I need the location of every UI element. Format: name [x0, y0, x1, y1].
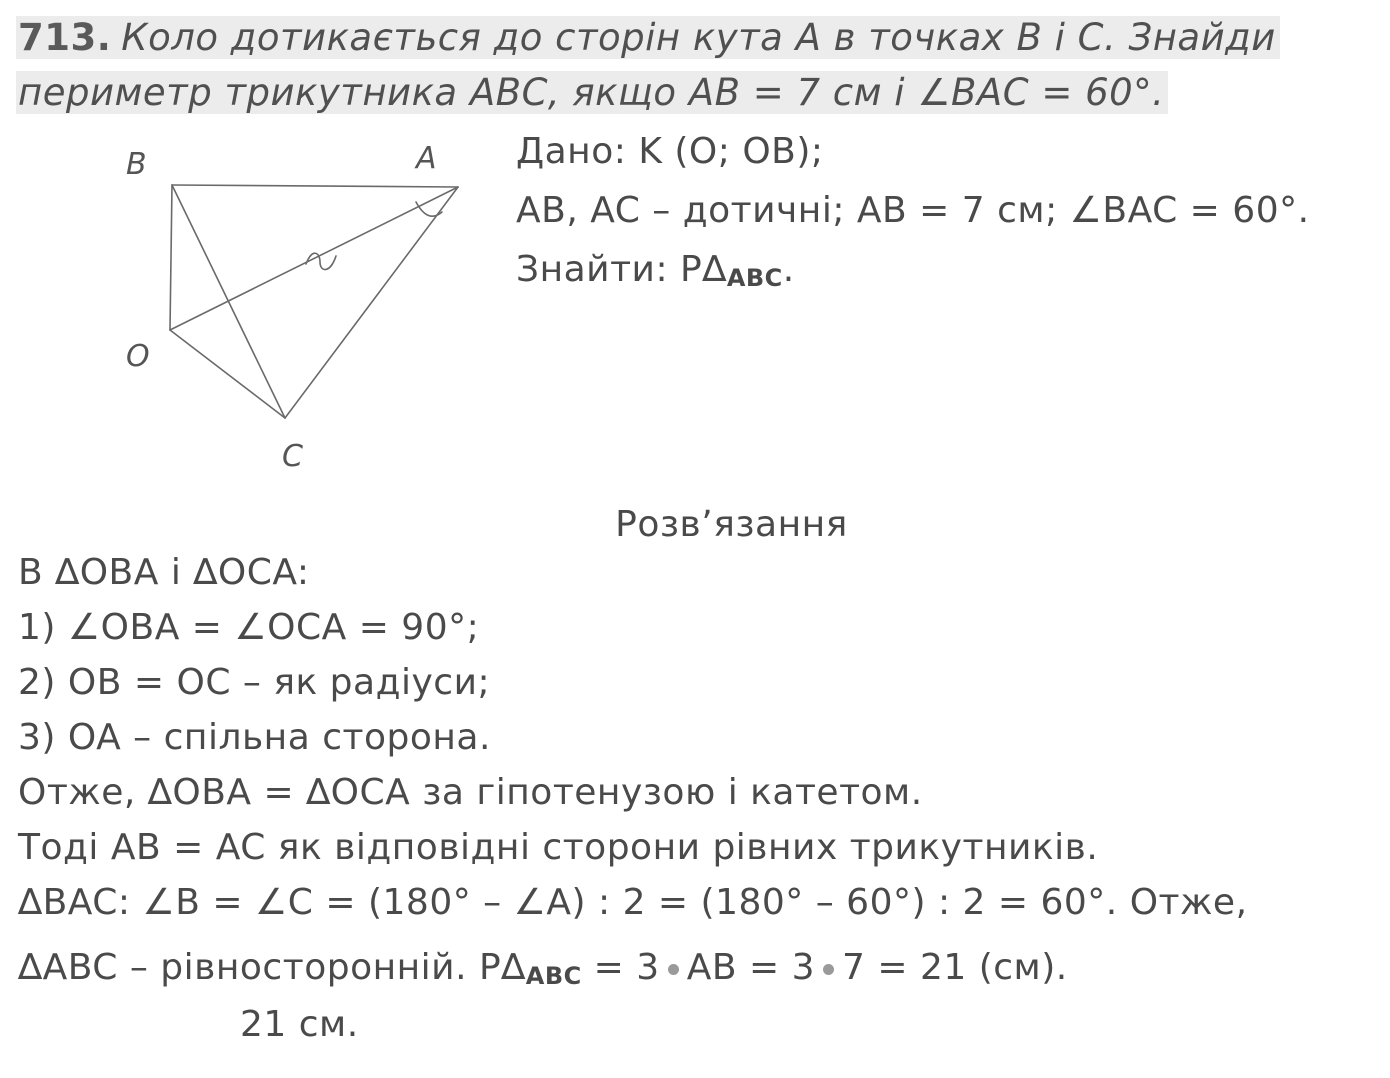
solution-line-3: 2) OB = OC – як радіуси; [18, 662, 491, 703]
problem-text-2: периметр трикутника ABC, якщо AB = 7 см і ∠BAC = 60°. [18, 71, 1165, 114]
perimeter-subscript: ABC [525, 962, 582, 990]
multiply-dot [823, 964, 834, 975]
perimeter-part-a: = 3 [581, 947, 660, 988]
segment-ca [285, 187, 458, 418]
find-line [516, 240, 1310, 303]
solution-line-4: 3) OA – спільна сторона. [18, 717, 491, 758]
find-prefix: Знайти: P∆ [516, 249, 727, 290]
problem-number: 713. [18, 16, 112, 59]
problem-line-2 [16, 65, 1280, 120]
solution-line-5: Отже, ∆OBA = ∆OCA за гіпотенузою і катетом. [18, 772, 923, 813]
solution-heading: Розв’язання [615, 504, 848, 545]
answer: 21 см. [240, 1004, 359, 1045]
label-b: B [126, 147, 147, 182]
segment-oc [170, 330, 285, 418]
segment-bc [172, 185, 285, 418]
angle-arc-a [416, 202, 442, 216]
find-subscript: ABC [726, 264, 783, 292]
segment-bo [170, 185, 172, 330]
given-block [516, 122, 1310, 303]
given-line-1: Дано: K (O; OB); [516, 131, 824, 172]
label-c: C [282, 439, 303, 474]
solution-line-2: 1) ∠OBA = ∠OCA = 90°; [18, 607, 480, 648]
label-o: O [126, 339, 150, 374]
problem-statement [16, 10, 1280, 120]
geometry-figure [110, 130, 490, 480]
solution-line-1: В ∆OBA і ∆OCA: [18, 552, 310, 593]
segment-oa [170, 187, 458, 330]
solution-line-6: Тоді AB = AC як відповідні сторони рівних трикутників. [18, 827, 1099, 868]
solution-line-7: ∆BAC: ∠B = ∠C = (180° – ∠A) : 2 = (180° – 60°) : 2 = 60°. Отже, [18, 882, 1248, 923]
problem-text-1: Коло дотикається до сторін кута A в точках B і C. Знайди [121, 16, 1276, 59]
label-a: A [416, 141, 437, 176]
segment-ba [172, 185, 458, 187]
multiply-dot [668, 964, 679, 975]
perimeter-part-c: 7 = 21 (см). [841, 947, 1068, 988]
perimeter-prefix: ∆ABC – рівносторонній. P∆ [18, 947, 526, 988]
perimeter-part-b: AB = 3 [686, 947, 815, 988]
given-line-2: AB, AC – дотичні; AB = 7 см; ∠BAC = 60°. [516, 190, 1310, 231]
solution-line-8 [18, 947, 1068, 988]
problem-line-1 [16, 10, 1280, 65]
find-suffix: . [782, 249, 795, 290]
